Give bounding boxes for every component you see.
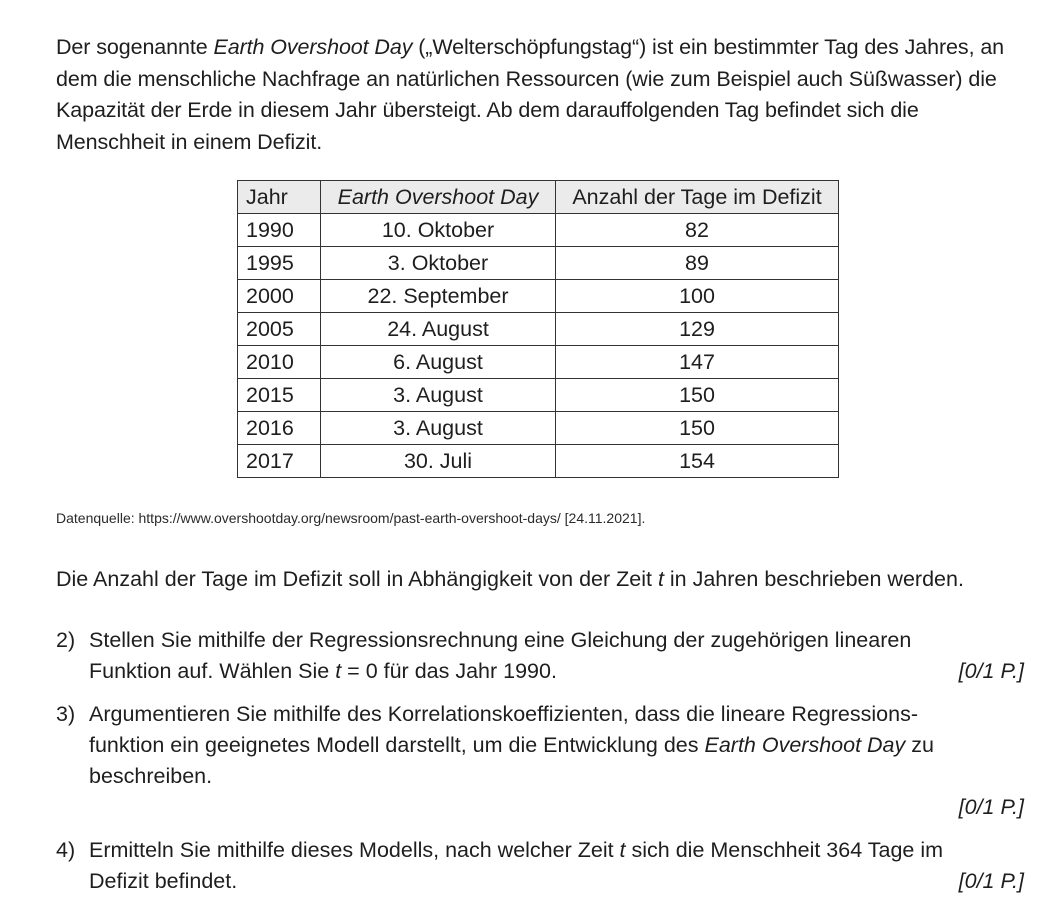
task-2 [56, 625, 1024, 687]
task-points: [0/1 P.] [958, 659, 1024, 683]
cell-date: 30. Juli [321, 445, 556, 478]
math-var: t [335, 659, 342, 683]
table-row [238, 313, 839, 346]
task-text: sich die Menschheit 364 Tage im [625, 838, 944, 862]
problem-statement [56, 564, 1031, 594]
table-row [238, 346, 839, 379]
task-number: 2) [56, 628, 76, 652]
header-year: Jahr [238, 181, 321, 214]
cell-date: 3. August [321, 379, 556, 412]
cell-year: 2005 [238, 313, 321, 346]
task-3 [56, 699, 1024, 823]
data-source: Datenquelle: https://www.overshootday.org/newsroom/past-earth-overshoot-days/ [24.11.2021]. [56, 510, 646, 526]
task-text: zu [905, 733, 934, 757]
table-row [238, 445, 839, 478]
task-text: funktion ein geeignetes Modell darstellt, um die Entwicklung des [89, 733, 705, 757]
task-var: t [619, 838, 626, 862]
cell-days: 154 [556, 445, 839, 478]
task-line: Argumentieren Sie mithilfe des Korrelationskoeffizienten, dass die lineare Regressions- [89, 702, 918, 726]
task-line [89, 835, 1024, 866]
cell-days: 89 [556, 247, 839, 280]
task-points: [0/1 P.] [958, 795, 1024, 819]
cell-year: 1995 [238, 247, 321, 280]
task-4 [56, 835, 1024, 897]
table-header-row [238, 181, 839, 214]
overshoot-table [237, 180, 839, 478]
cell-days: 150 [556, 412, 839, 445]
table-row [238, 214, 839, 247]
cell-date: 22. September [321, 280, 556, 313]
cell-year: 2016 [238, 412, 321, 445]
cell-days: 82 [556, 214, 839, 247]
task-list [56, 625, 1024, 909]
cell-year: 2017 [238, 445, 321, 478]
table-row [238, 247, 839, 280]
task-term: Earth Overshoot Day [704, 733, 906, 757]
intro-text-before: Der sogenannte [56, 35, 214, 59]
cell-date: 3. August [321, 412, 556, 445]
table-row [238, 412, 839, 445]
statement-before: Die Anzahl der Tage im Defizit soll in Abhängigkeit von der Zeit [56, 567, 658, 591]
cell-date: 24. August [321, 313, 556, 346]
intro-term: Earth Overshoot Day [213, 35, 413, 59]
header-deficit-days: Anzahl der Tage im Defizit [556, 181, 839, 214]
header-overshoot-day: Earth Overshoot Day [321, 181, 556, 214]
task-line [89, 730, 1024, 761]
task-number: 3) [56, 702, 76, 726]
cell-days: 129 [556, 313, 839, 346]
cell-days: 150 [556, 379, 839, 412]
task-text: Defizit befindet. [89, 869, 238, 893]
statement-after: in Jahren beschrieben werden. [663, 567, 964, 591]
cell-year: 2015 [238, 379, 321, 412]
cell-year: 2000 [238, 280, 321, 313]
math-rest: = 0 [341, 659, 378, 683]
task-line [89, 866, 1024, 897]
task-number: 4) [56, 838, 76, 862]
cell-date: 6. August [321, 346, 556, 379]
task-line: beschreiben. [89, 764, 213, 788]
cell-year: 2010 [238, 346, 321, 379]
task-points: [0/1 P.] [958, 869, 1024, 893]
task-text: Ermitteln Sie mithilfe dieses Modells, nach welcher Zeit [89, 838, 620, 862]
table-row [238, 379, 839, 412]
statement-var: t [657, 567, 664, 591]
task-text: für das Jahr 1990. [377, 659, 557, 683]
cell-date: 10. Oktober [321, 214, 556, 247]
task-line: Stellen Sie mithilfe der Regressionsrechnung eine Gleichung der zugehörigen linearen [89, 628, 912, 652]
cell-days: 100 [556, 280, 839, 313]
task-line [89, 656, 1024, 687]
table-row [238, 280, 839, 313]
intro-text-after: („Welterschöpfungstag“) ist ein bestimmter Tag des Jahres, an dem die menschliche Nachfrage an natürlichen Ressourcen (wie zum Beispiel auch Süßwasser) die Kapazität der Erde in diesem Jahr übersteigt. Ab dem darauffolgenden Tag befindet sich die Menschheit in einem Defizit. [56, 35, 1005, 154]
document-page [56, 32, 1026, 893]
cell-days: 147 [556, 346, 839, 379]
task-text: Funktion auf. Wählen Sie [89, 659, 336, 683]
cell-year: 1990 [238, 214, 321, 247]
intro-paragraph [56, 32, 1026, 158]
cell-date: 3. Oktober [321, 247, 556, 280]
